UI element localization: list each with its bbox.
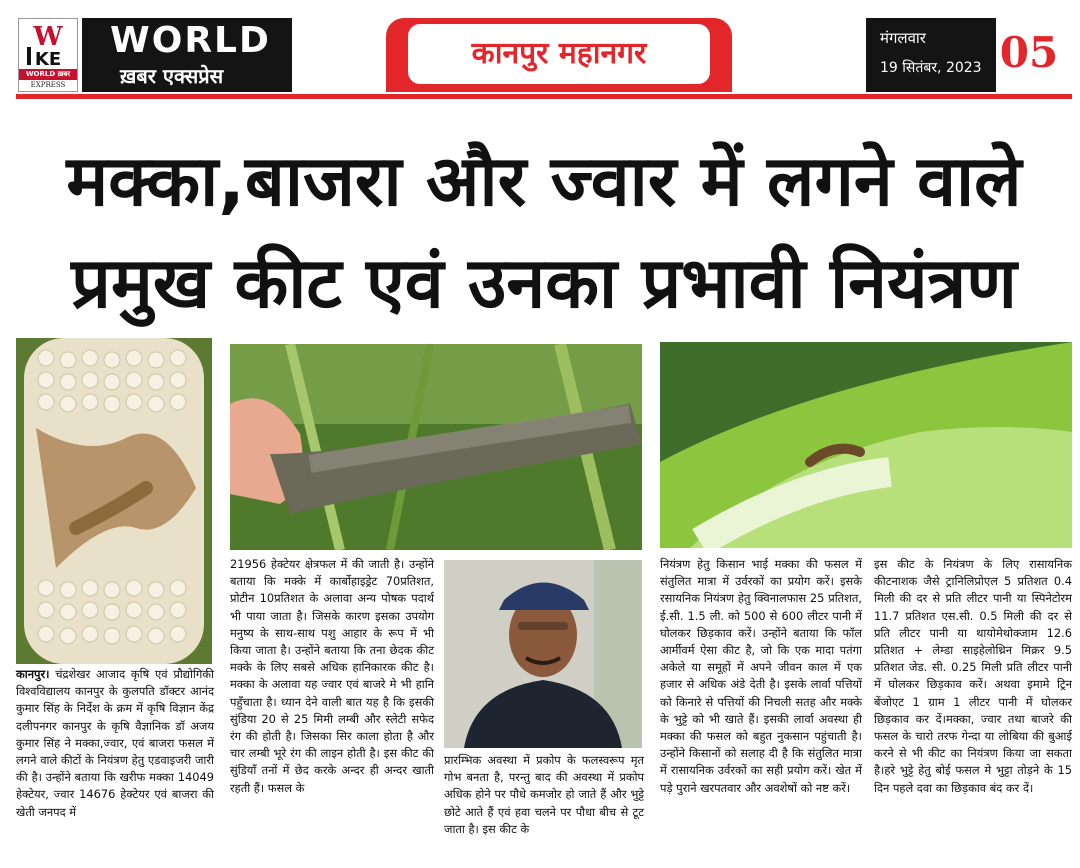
column-5-text: इस कीट के नियंत्रण के लिए रासायनिक कीटनाशक जैसे ट्रानिलिप्रोएल 5 प्रतिशत 0.4 मिली की दर से प्रति लीटर पानी या स्पिनेटोरम 11.7 प्रतिशत एस.सी. 0.5 मिली की दर से प्रति लीटर पानी या थायोमेथोक्जाम 12.6 प्रतिशत + लेम्डा साइहेलोथ्रिन मिक्रर 9.5 प्रतिशत जेड. सी. 0.25 मिली प्रति लीटर पानी में घोलकर छिड़काव करें। अथवा इमामे ट्रिन बेंजोएट 1 ग्राम 1 लीटर पानी में घोलकर छिड़काव कर दें।मक्का, ज्वार तथा बाजरे की फसल के चारो तरफ गेन्दा या लोबिया की बुआई करने से भी कीट का नियंत्रण किया जा सकता है।हरे भुट्टे हेतु बोई फसल मे भुट्टा तोड़ने के 15 दिन पहले दवा का छिड़काव बंद कर दें। bbox=[874, 557, 1072, 795]
column-1-text: चंद्रशेखर आजाद कृषि एवं प्रौद्योगिकी विश्वविद्यालय कानपुर के कुलपति डॉक्टर आनंद कुमार सिंह के निर्देश के क्रम में कृषि विज्ञान केंद्र दलीपनगर कानपुर के कृषि वैज्ञानिक डॉ अजय कुमार सिंह ने मक्का,ज्वार, एवं बाजरा फसल में लगने वाले कीटों के नियंत्रण हेतु एडवाइजरी जारी की है। उन्होंने बताया कि खरीफ मक्का 14049 हेक्टेयर, ज्वार 14676 हेक्टेयर एवं बाजरा की खेती जनपद में bbox=[16, 667, 214, 819]
issue-date: 19 सितंबर, 2023 bbox=[880, 60, 982, 76]
column-4-text: नियंत्रण हेतु किसान भाई मक्का की फसल में संतुलित मात्रा में उर्वरकों का प्रयोग करें। इसके रसायनिक नियंत्रण हेतु क्विनालफास 25 प्रतिशत, ई.सी. 1.5 ली. को 500 से 600 लीटर पानी में घोलकर छिड़काव करें। उन्होंने बताया कि फॉल आर्मीवर्म ऐसा कीट है, जो कि एक मादा पतंगा अकेले या समूहों में अपने जीवन काल में एक हजार से अधिक अंडे देती है। इसके लार्वा पत्तियों को किनारे से पत्तियों की निचली सतह और मक्के के भुट्टे को भी खाते हैं। इसकी लार्वा अवस्था ही मक्का की फसल को बहुत नुकसान पहुंचाती है। उन्होंने किसानों को सलाह दी है कि संतुलित मात्रा में रासायनिक उर्वरकों का सही प्रयोग करें। खेत में पड़े पुराने खरपतवार और अवशेषों को नष्ट करें। bbox=[660, 557, 862, 795]
headline-line-1: मक्का,बाजरा और ज्वार में लगने वाले bbox=[66, 140, 1022, 222]
photo-larva-on-maize-leaf bbox=[660, 342, 1072, 548]
brand-subtitle: ख़बर एक्सप्रेस bbox=[120, 64, 224, 88]
column-3-text: प्रारम्भिक अवस्था में प्रकोप के फलस्वरूप मृत गोभ बनता है, परन्तु बाद की अवस्था में प्रकोप अधिक होने पर पौधे कमजोर हो जाते हैं और भुट्टे छोटे आते हैं एवं हवा चलने पर पौधा बीच से टूट जाता है। इस कीट के bbox=[444, 753, 644, 836]
header-divider bbox=[16, 94, 1072, 99]
article-column-1 bbox=[16, 666, 214, 821]
dateline bbox=[866, 18, 996, 92]
article-column-2 bbox=[230, 556, 434, 797]
logo-subtitle: WORLD ख़बर bbox=[19, 69, 77, 80]
column-2-text: 21956 हेक्टेयर क्षेत्रफल में की जाती है। उन्होंने बताया कि मक्के में कार्बोहाइड्रेट 70प्रतिशत, प्रोटीन 10प्रतिशत के अलावा अन्य पोषक पदार्थ भी पाया जाता है। जिसके कारण इसका उपयोग मनुष्य के साथ-साथ पशु आहार के रूप में भी किया जाता है। उन्होंने बताया कि तना छेदक कीट मक्के के लिए सबसे अधिक हानिकारक कीट है। मक्का के अलावा यह ज्वार एवं बाजरे मे भी हानि पहुँचाता है। ध्यान देने वाली बात यह है कि इसकी सुंडिया 20 से 25 मिमी लम्बी और स्लेटी सफेद रंग की होती है। जिसका सिर काला होता है और चार लम्बी भूरे रंग की लाइन होती है। इस कीट की सुंडियाँ तनों में छेद करके अन्दर ही अन्दर खाती रहती हैं। फसल के bbox=[230, 557, 434, 795]
headline-line-2: प्रमुख कीट एवं उनका प्रभावी नियंत्रण bbox=[71, 242, 1017, 324]
photo-hand-holding-infested-millet bbox=[230, 344, 642, 550]
article-column-5 bbox=[874, 556, 1072, 797]
section-banner bbox=[386, 18, 732, 92]
article-headline bbox=[16, 130, 1072, 334]
brand-title: WORLD bbox=[110, 20, 271, 61]
photo-agricultural-scientist bbox=[444, 560, 642, 748]
dateline-city: कानपुर। bbox=[16, 667, 50, 681]
issue-day: मंगलवार bbox=[880, 29, 926, 47]
article-column-3 bbox=[444, 752, 644, 838]
brand-nameplate bbox=[82, 18, 292, 92]
page-number: 05 bbox=[996, 18, 1062, 92]
svg-text:KE: KE bbox=[34, 49, 62, 67]
newspaper-logo bbox=[18, 18, 78, 92]
photo-corn-cob-with-larva bbox=[16, 338, 212, 664]
svg-text:W: W bbox=[33, 22, 63, 52]
wke-logo-mark-icon bbox=[21, 21, 75, 67]
article-column-4 bbox=[660, 556, 862, 797]
logo-express-label: EXPRESS bbox=[30, 81, 66, 89]
section-name: कानपुर महानगर bbox=[408, 24, 710, 84]
